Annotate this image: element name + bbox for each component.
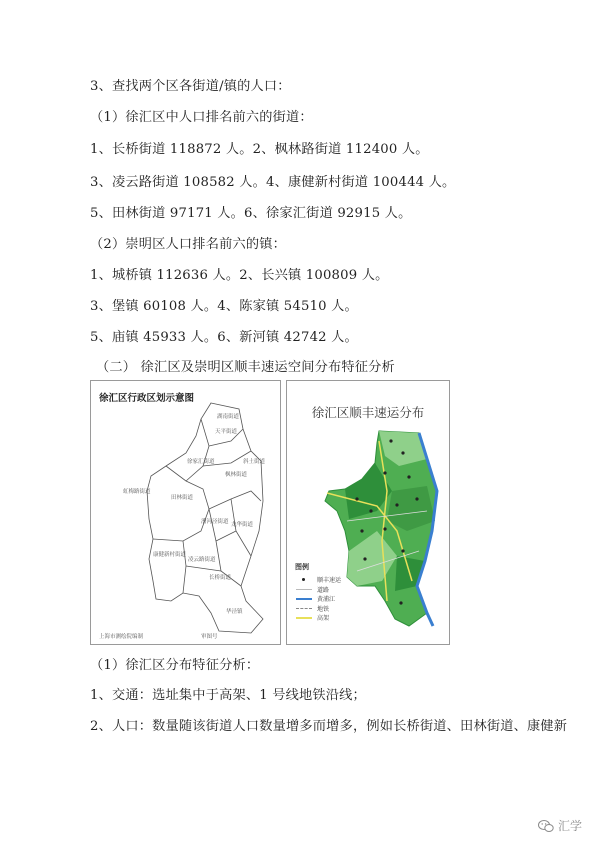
sf-map-title: 徐汇区顺丰速运分布 (311, 405, 425, 420)
map-legend (295, 562, 375, 623)
label-longhua: 龙华街道 (231, 522, 254, 528)
doc-line-8: 3、堡镇 60108 人。4、陈家镇 54510 人。 (90, 299, 358, 314)
doc-line-3: 1、长桥街道 118872 人。2、枫林路街道 112400 人。 (90, 142, 429, 157)
doc-line-1: 3、查找两个区各街道/镇的人口： (90, 79, 291, 94)
legend-item-metro (295, 604, 375, 614)
doc-line-5: 5、田林街道 97171 人。6、徐家汇街道 92915 人。 (90, 206, 412, 221)
legend-item-road (295, 585, 375, 595)
legend-item-sf (295, 575, 375, 585)
label-hunan: 湖南街道 (217, 414, 240, 420)
admin-map (90, 380, 281, 645)
watermark-text: 汇学 (557, 819, 582, 833)
label-fenglin: 枫林街道 (225, 472, 248, 478)
label-huajing: 华泾镇 (226, 609, 243, 615)
legend-label: 高架 (317, 615, 330, 623)
legend-label: 顺丰速运 (317, 577, 342, 585)
label-tianping: 天平街道 (215, 429, 238, 435)
label-caohejing: 漕河泾街道 (201, 519, 229, 525)
section-heading: （二） 徐汇区及崇明区顺丰速运空间分布特征分析 (96, 360, 395, 375)
legend-title: 图例 (295, 563, 309, 571)
map-figures (90, 380, 450, 645)
doc-line-2: （1）徐汇区中人口排名前六的街道： (90, 110, 313, 125)
label-hongmei: 虹梅路街道 (123, 489, 151, 495)
doc-line-12: 1、交通：选址集中于高架、1 号线地铁沿线； (90, 688, 366, 703)
legend-label: 道路 (317, 586, 330, 594)
label-tianlin: 田林街道 (171, 495, 194, 501)
admin-map-shape (91, 381, 281, 645)
sf-distribution-map (286, 380, 450, 645)
label-xietu: 斜土街道 (243, 459, 266, 465)
watermark (538, 817, 582, 834)
doc-line-11: （1）徐汇区分布特征分析： (90, 658, 260, 673)
wechat-icon (538, 819, 554, 833)
legend-item-river (295, 594, 375, 604)
label-xujiahui: 徐家汇街道 (187, 459, 215, 465)
doc-line-13: 2、人口：数量随该街道人口数量增多而增多，例如长桥街道、田林街道、康健新 (90, 719, 568, 734)
legend-label: 地铁 (317, 605, 330, 613)
doc-line-9: 5、庙镇 45933 人。6、新河镇 42742 人。 (90, 330, 358, 345)
map-footer-left: 上海市测绘院编制 (99, 634, 144, 640)
admin-map-title: 徐汇区行政区划示意图 (99, 393, 195, 404)
doc-line-7: 1、城桥镇 112636 人。2、长兴镇 100809 人。 (90, 268, 389, 283)
district-labels (99, 412, 266, 640)
doc-line-4: 3、凌云路街道 108582 人。4、康健新村街道 100444 人。 (90, 175, 456, 190)
label-lingyun: 凌云路街道 (188, 557, 216, 563)
label-changqiao: 长桥街道 (209, 575, 232, 581)
doc-line-6: （2）崇明区人口排名前六的镇： (90, 237, 287, 252)
label-kangjian: 康健新村街道 (153, 552, 187, 558)
map-footer-right: 审图号 (201, 634, 218, 640)
legend-item-elevated (295, 613, 375, 623)
legend-label: 黄浦江 (317, 596, 336, 604)
